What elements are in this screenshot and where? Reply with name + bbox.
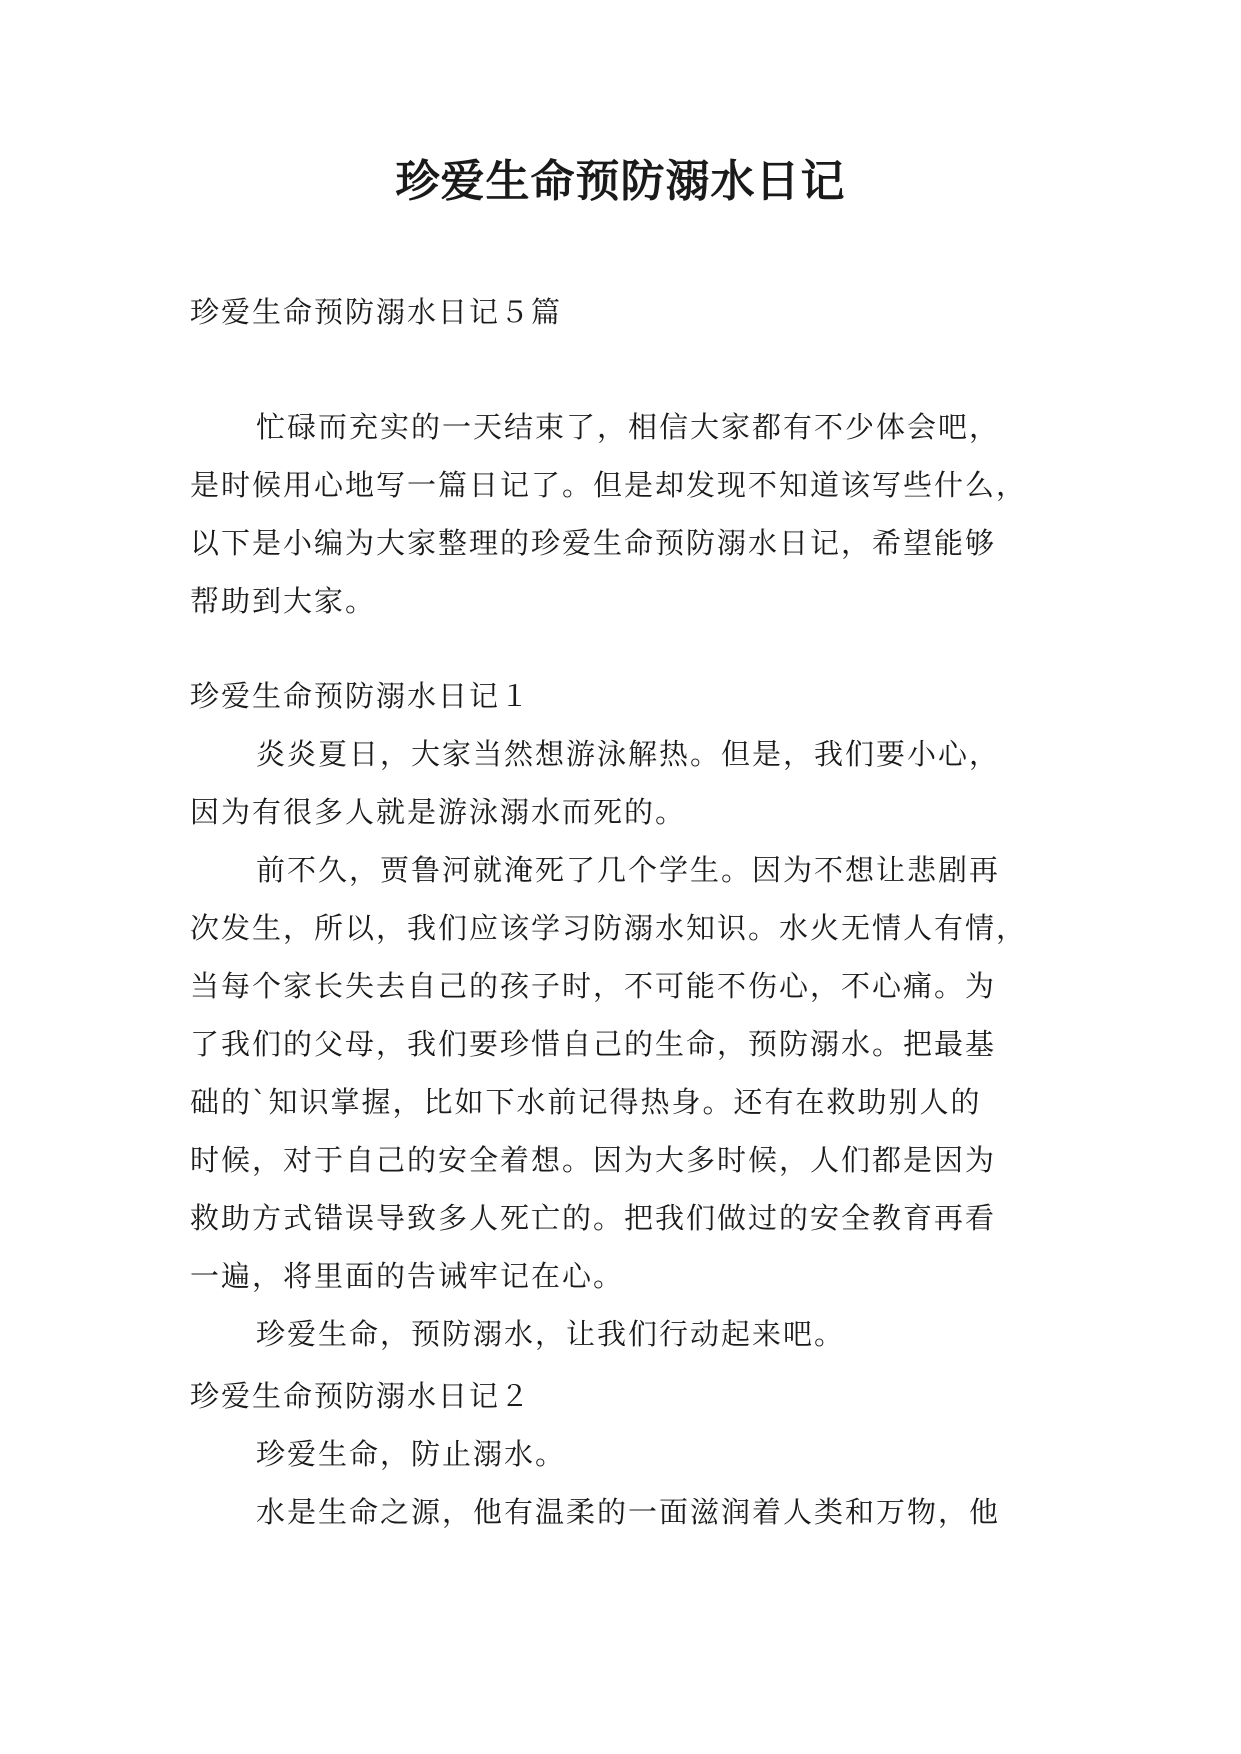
document-subtitle: 珍爱生命预防溺水日记５篇 (190, 295, 563, 329)
intro-line: 以下是小编为大家整理的珍爱生命预防溺水日记，希望能够 (190, 526, 997, 560)
paragraph-line: 炎炎夏日，大家当然想游泳解热。但是，我们要小心， (256, 737, 1001, 771)
intro-line: 是时候用心地写一篇日记了。但是却发现不知道该写些什么， (190, 468, 1028, 502)
section1-paragraph-3: 珍爱生命，预防溺水，让我们行动起来吧。 (256, 1317, 846, 1351)
paragraph-line: 当每个家长失去自己的孩子时，不可能不伤心，不心痛。为 (190, 969, 997, 1003)
paragraph-line: 一遍，将里面的告诫牢记在心。 (190, 1259, 625, 1293)
intro-line: 忙碌而充实的一天结束了，相信大家都有不少体会吧， (256, 410, 1001, 444)
intro-line: 帮助到大家。 (190, 584, 377, 618)
section1-paragraph-2 (190, 841, 1070, 1305)
paragraph-line: 前不久，贾鲁河就淹死了几个学生。因为不想让悲剧再 (256, 853, 1001, 887)
document-title: 珍爱生命预防溺水日记 (395, 156, 846, 207)
spacer (190, 630, 1070, 667)
paragraph-line: 了我们的父母，我们要珍惜自己的生命，预防溺水。把最基 (190, 1027, 997, 1061)
section-heading: 珍爱生命预防溺水日记２ (190, 1379, 532, 1413)
intro-paragraph (190, 398, 1070, 630)
paragraph-line: 救助方式错误导致多人死亡的。把我们做过的安全教育再看 (190, 1201, 997, 1235)
spacer (190, 341, 1070, 398)
paragraph-line: 因为有很多人就是游泳溺水而死的。 (190, 795, 687, 829)
document-body (190, 283, 1070, 1541)
section2-paragraph-1: 珍爱生命，防止溺水。 (256, 1437, 567, 1471)
section2-paragraph-2: 水是生命之源，他有温柔的一面滋润着人类和万物，他 (256, 1495, 1001, 1529)
section1-paragraph-1 (190, 725, 1070, 841)
paragraph-line: 时候，对于自己的安全着想。因为大多时候，人们都是因为 (190, 1143, 997, 1177)
paragraph-line: 次发生，所以，我们应该学习防溺水知识。水火无情人有情， (190, 911, 1028, 945)
paragraph-line: 础的`知识掌握，比如下水前记得热身。还有在救助别人的 (190, 1085, 982, 1119)
section-heading: 珍爱生命预防溺水日记１ (190, 679, 532, 713)
